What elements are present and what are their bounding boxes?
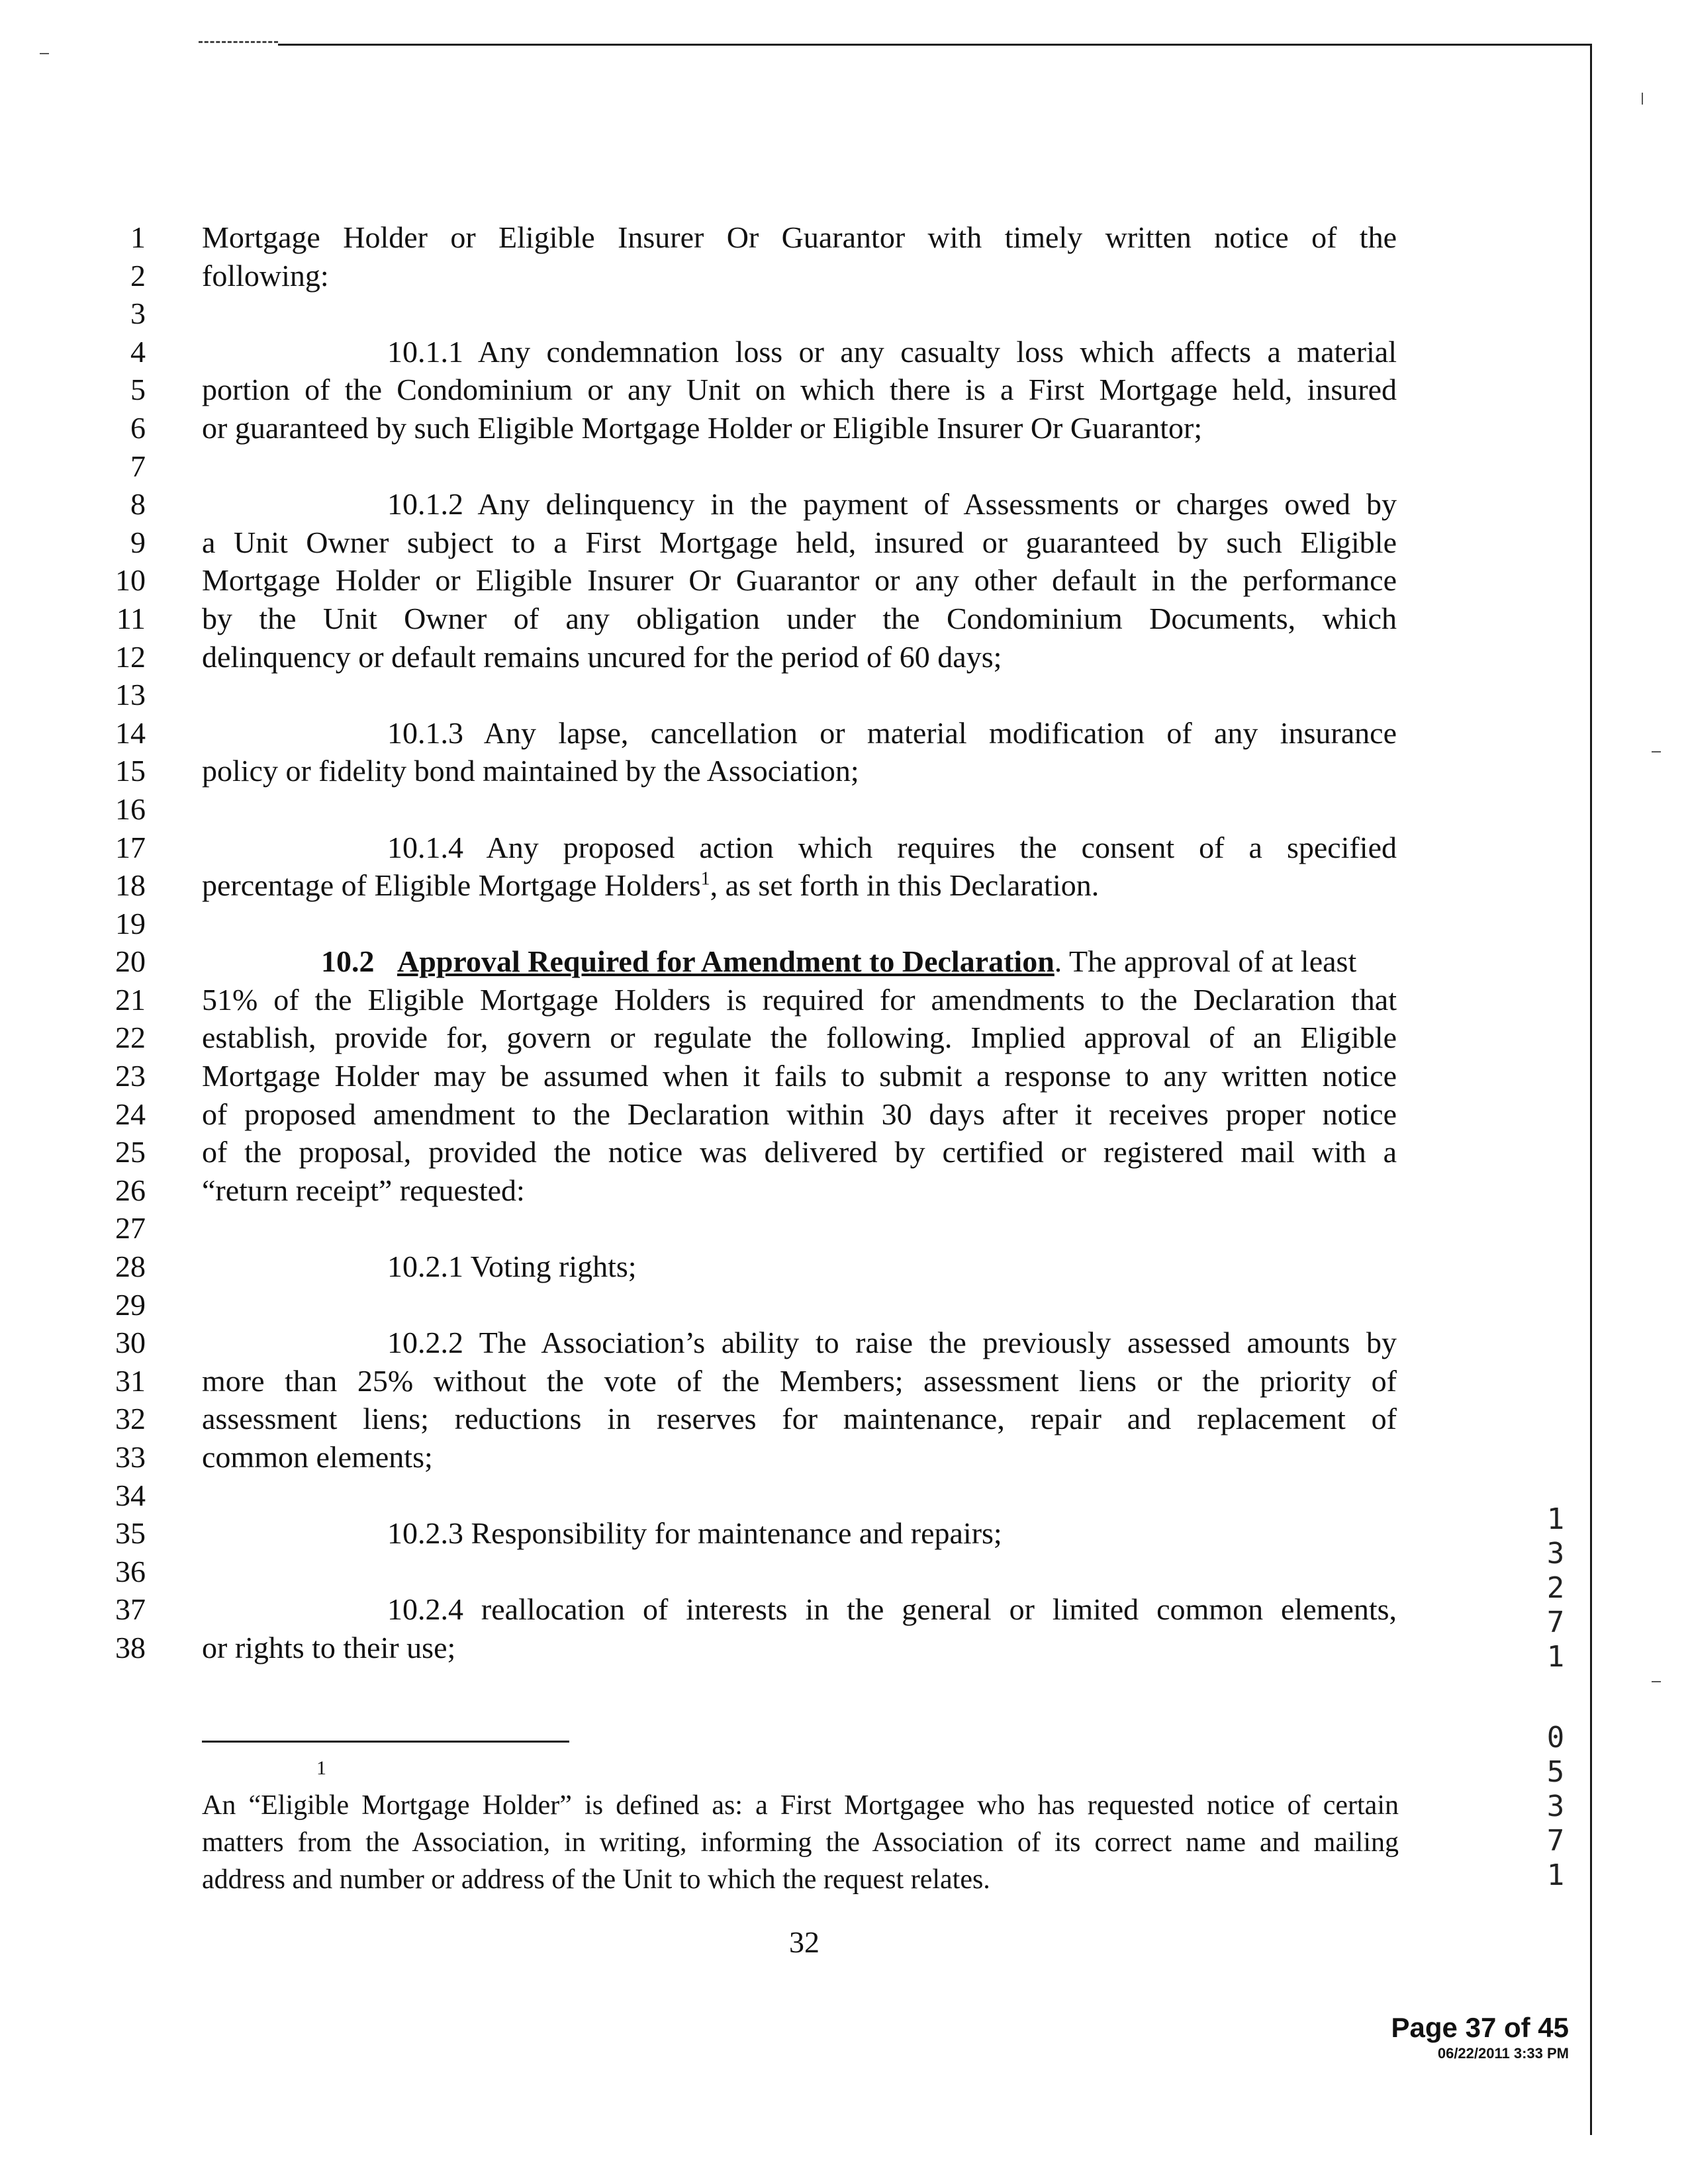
footnote-line: matters from the Association, in writing, informing the Association of its correct name and mailing	[202, 1827, 1399, 1858]
line-number: 32	[115, 1402, 146, 1436]
document-line	[106, 981, 1516, 1019]
line-number: 4	[130, 334, 146, 369]
document-line	[106, 485, 1516, 523]
document-line	[106, 1133, 1516, 1171]
document-line	[106, 295, 1516, 333]
document-line	[106, 1590, 1516, 1629]
document-line	[106, 638, 1516, 676]
stamp-digit: 3	[1546, 1790, 1565, 1823]
scan-mark	[1652, 751, 1661, 752]
page-number: 32	[789, 1925, 820, 1959]
line-number: 2	[130, 258, 146, 293]
recording-page-label: Page 37 of 45	[1391, 2012, 1569, 2043]
line-text: common elements;	[202, 1440, 433, 1474]
line-number: 26	[115, 1173, 146, 1207]
line-number: 12	[115, 639, 146, 674]
line-number: 8	[130, 487, 146, 522]
document-line	[106, 714, 1516, 752]
document-line	[106, 1095, 1516, 1134]
document-line	[106, 1477, 1516, 1515]
document-line	[106, 1362, 1516, 1400]
document-line	[106, 447, 1516, 486]
stamp-digit: 5	[1546, 1755, 1565, 1789]
stamp-digit: 3	[1546, 1537, 1565, 1570]
section-number: 10.2	[321, 944, 375, 979]
line-text	[202, 942, 1397, 981]
line-number: 33	[115, 1440, 146, 1474]
line-text-part: percentage of Eligible Mortgage Holders	[202, 868, 701, 903]
document-line	[106, 1553, 1516, 1591]
line-text: portion of the Condominium or any Unit on which there is a First Mortgage held, insured	[202, 373, 1397, 407]
stamp-gap	[1539, 1674, 1572, 1721]
line-number: 23	[115, 1059, 146, 1093]
stamp-digit: 1	[1546, 1858, 1565, 1892]
line-number: 6	[130, 410, 146, 445]
document-line	[106, 371, 1516, 409]
stamp-digit: 1	[1546, 1640, 1565, 1674]
line-number: 36	[115, 1554, 146, 1588]
footnote-line: address and number or address of the Unit to which the request relates.	[202, 1864, 990, 1895]
footnote-rule	[202, 1741, 569, 1743]
scan-mark	[1642, 93, 1643, 105]
document-line	[106, 1629, 1516, 1667]
line-number: 17	[115, 830, 146, 864]
line-text: 51% of the Eligible Mortgage Holders is required for amendments to the Declaration that	[202, 982, 1397, 1017]
stamp-digit: 1	[1546, 1502, 1565, 1536]
line-number: 18	[115, 868, 146, 903]
line-text: “return receipt” requested:	[202, 1173, 525, 1207]
document-line	[106, 866, 1516, 905]
stamp-digit: 2	[1546, 1571, 1565, 1605]
document-line	[106, 1324, 1516, 1362]
line-number: 34	[115, 1478, 146, 1512]
document-line	[106, 1514, 1516, 1553]
line-text: 10.2.4 reallocation of interests in the general or limited common elements,	[387, 1592, 1397, 1627]
document-line	[106, 1057, 1516, 1095]
stamp-digit: 7	[1546, 1606, 1565, 1639]
line-number: 5	[130, 373, 146, 407]
line-text: 10.2.2 The Association’s ability to raise the previously assessed amounts by	[387, 1326, 1397, 1360]
line-text: Mortgage Holder may be assumed when it fails to submit a response to any written notice	[202, 1059, 1397, 1093]
line-text: 10.2.1 Voting rights;	[387, 1250, 637, 1284]
line-text: more than 25% without the vote of the Members; assessment liens or the priority of	[202, 1363, 1397, 1398]
line-text: Mortgage Holder or Eligible Insurer Or Guarantor or any other default in the performance	[202, 563, 1397, 598]
line-text: by the Unit Owner of any obligation under the Condominium Documents, which	[202, 601, 1397, 635]
line-number: 24	[115, 1097, 146, 1131]
document-line	[106, 409, 1516, 447]
line-text: 10.1.1 Any condemnation loss or any casualty loss which affects a material	[387, 334, 1397, 369]
line-number: 19	[115, 906, 146, 940]
document-line	[106, 1171, 1516, 1210]
scan-top-dashes	[199, 41, 278, 43]
document-line	[106, 1400, 1516, 1438]
document-line	[106, 333, 1516, 371]
stamp-digit: 0	[1546, 1721, 1565, 1754]
line-number: 15	[115, 754, 146, 788]
document-line	[106, 676, 1516, 714]
page-top-rule	[278, 44, 1592, 46]
line-number: 35	[115, 1516, 146, 1551]
document-line	[106, 1248, 1516, 1286]
section-heading-rest: . The approval of at least	[1054, 944, 1357, 979]
line-text: 10.1.2 Any delinquency in the payment of Assessments or charges owed by	[387, 487, 1397, 522]
line-text: 10.1.3 Any lapse, cancellation or material modification of any insurance	[387, 715, 1397, 750]
line-text	[202, 866, 1397, 905]
document-line	[106, 905, 1516, 943]
line-text: of the proposal, provided the notice was delivered by certified or registered mail with a	[202, 1135, 1397, 1169]
line-text: or rights to their use;	[202, 1630, 456, 1664]
document-line	[106, 942, 1516, 981]
document-line	[106, 561, 1516, 600]
line-text: policy or fidelity bond maintained by the Association;	[202, 754, 859, 788]
line-number: 27	[115, 1211, 146, 1246]
footnote-marker: 1	[316, 1757, 326, 1779]
line-text: a Unit Owner subject to a First Mortgage held, insured or guaranteed by such Eligible	[202, 525, 1397, 559]
footnote-reference: 1	[700, 868, 710, 889]
line-number: 16	[115, 792, 146, 826]
recording-datetime: 06/22/2011 3:33 PM	[1437, 2045, 1569, 2062]
line-text: assessment liens; reductions in reserves for maintenance, repair and replacement of	[202, 1402, 1397, 1436]
line-number: 30	[115, 1326, 146, 1360]
line-number: 20	[115, 944, 146, 979]
line-number: 13	[115, 678, 146, 712]
line-number: 9	[130, 525, 146, 559]
line-number: 21	[115, 982, 146, 1017]
document-line	[106, 1019, 1516, 1057]
footnote-text	[202, 1787, 1399, 1898]
line-number: 14	[115, 715, 146, 750]
line-text: establish, provide for, govern or regulate the following. Implied approval of an Eligible	[202, 1021, 1397, 1055]
line-number: 37	[115, 1592, 146, 1627]
line-number: 3	[130, 296, 146, 331]
line-text: 10.2.3 Responsibility for maintenance and repairs;	[387, 1516, 1002, 1551]
line-text: of proposed amendment to the Declaration within 30 days after it receives proper notice	[202, 1097, 1397, 1131]
line-number: 11	[116, 601, 146, 635]
line-text: or guaranteed by such Eligible Mortgage Holder or Eligible Insurer Or Guarantor;	[202, 410, 1203, 445]
document-line	[106, 790, 1516, 829]
document-line	[106, 829, 1516, 867]
document-line	[106, 1286, 1516, 1324]
document-body	[106, 218, 1516, 1667]
line-number: 7	[130, 449, 146, 483]
scan-mark	[40, 53, 49, 54]
scan-mark	[1652, 1681, 1661, 1682]
line-number: 31	[115, 1363, 146, 1398]
line-text: following:	[202, 258, 329, 293]
document-line	[106, 752, 1516, 790]
footnote-line: An “Eligible Mortgage Holder” is defined as: a First Mortgagee who has requested notice of certain	[202, 1790, 1399, 1821]
document-line	[106, 600, 1516, 638]
line-text: delinquency or default remains uncured for the period of 60 days;	[202, 639, 1002, 674]
line-text: 10.1.4 Any proposed action which requires the consent of a specified	[387, 830, 1397, 864]
line-number: 25	[115, 1135, 146, 1169]
line-text-part: , as set forth in this Declaration.	[710, 868, 1100, 903]
document-line	[106, 1438, 1516, 1477]
document-line	[106, 1209, 1516, 1248]
recording-stamp	[1539, 1502, 1572, 1893]
line-number: 1	[130, 220, 146, 254]
line-number: 29	[115, 1287, 146, 1322]
line-number: 38	[115, 1630, 146, 1664]
line-number: 22	[115, 1021, 146, 1055]
page-right-rule	[1590, 44, 1592, 2135]
line-number: 28	[115, 1250, 146, 1284]
document-line	[106, 218, 1516, 257]
line-number: 10	[115, 563, 146, 598]
document-line	[106, 523, 1516, 562]
line-text: Mortgage Holder or Eligible Insurer Or Guarantor with timely written notice of the	[202, 220, 1397, 254]
document-line	[106, 257, 1516, 295]
stamp-digit: 7	[1546, 1824, 1565, 1858]
section-heading: Approval Required for Amendment to Declaration	[397, 944, 1055, 979]
